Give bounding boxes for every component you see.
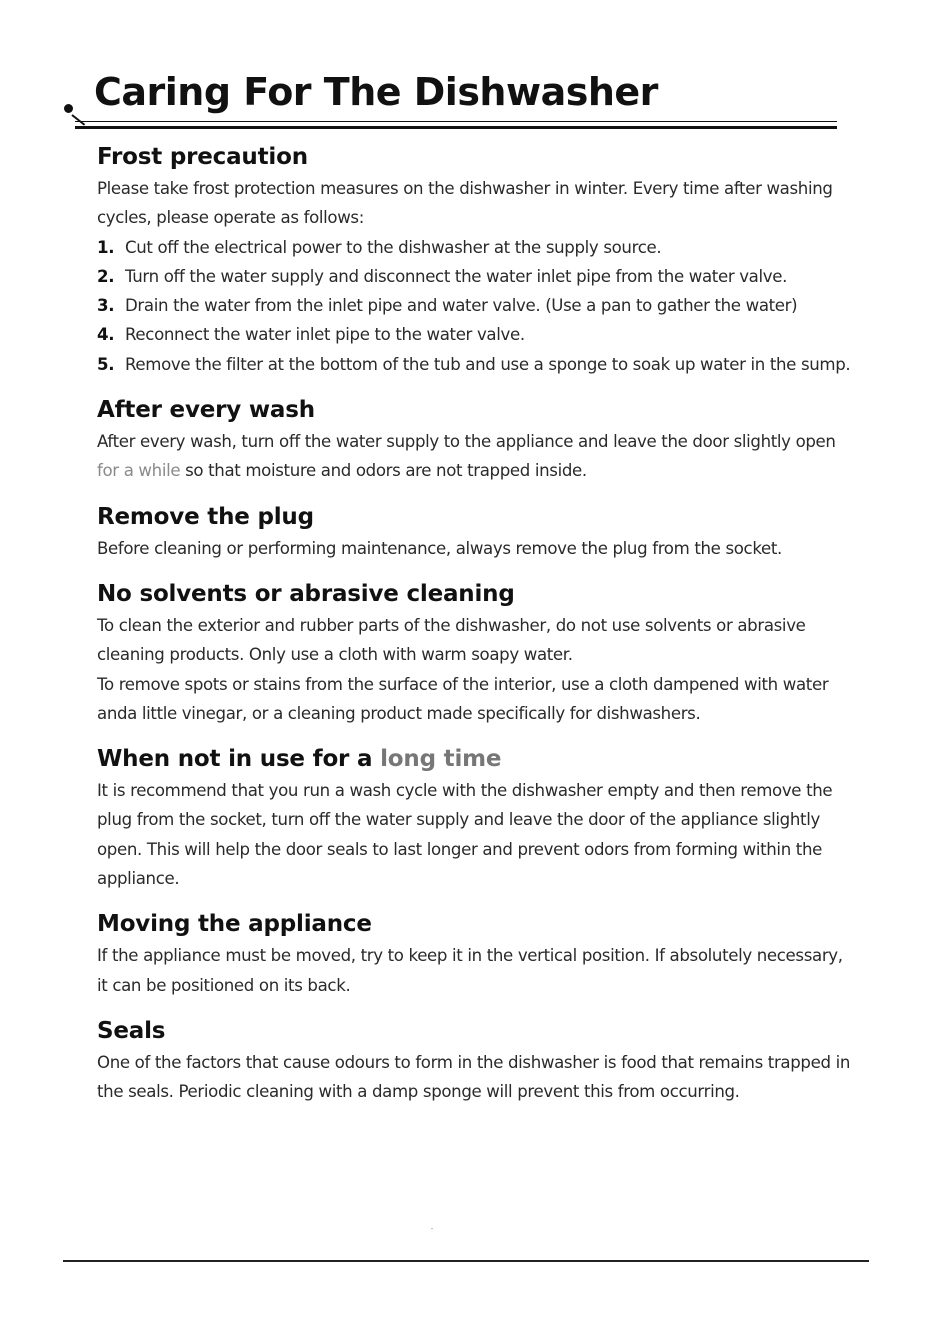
section-after-every-wash: [97, 393, 857, 486]
section-text: [97, 427, 857, 486]
section-text: One of the factors that cause odours to form in the dishwasher is food that remains trapped in the seals. Periodic cleaning with a damp sponge will prevent this from occurring.: [97, 1052, 851, 1102]
header-rule-thick: [75, 126, 837, 129]
step-number: 1.: [97, 237, 115, 257]
section-heading: Remove the plug: [97, 503, 314, 530]
section-not-in-use: [97, 742, 857, 893]
text-part: After every wash, turn off the water supply to the appliance and leave the door slightly open: [97, 432, 836, 452]
footer-rule: [63, 1260, 869, 1262]
text-part-muted: for a while: [97, 461, 181, 481]
section-text: If the appliance must be moved, try to keep it in the vertical position. If absolutely necessary, it can be positioned on its back.: [97, 946, 843, 995]
text-part: so that moisture and odors are not trapped inside.: [180, 461, 587, 481]
section-text: To remove spots or stains from the surface of the interior, use a cloth dampened with water anda little vinegar, or a cleaning product made specifically for dishwashers.: [97, 674, 829, 723]
main-content: [97, 140, 857, 1121]
section-text: To clean the exterior and rubber parts of the dishwasher, do not use solvents or abrasive cleaning products. Only use a cloth with warm soapy water.: [97, 615, 806, 665]
section-text: Before cleaning or performing maintenance, always remove the plug from the socket.: [97, 538, 782, 558]
heading-part-muted: long time: [380, 746, 502, 773]
list-item: [97, 320, 857, 349]
section-intro: Please take frost protection measures on the dishwasher in winter. Every time after washing cycles, please operate as follows:: [97, 179, 833, 228]
list-item: [97, 350, 857, 379]
step-text: Cut off the electrical power to the dishwasher at the supply source.: [125, 237, 662, 257]
page-title: Caring For The Dishwasher: [94, 70, 658, 114]
step-number: 2.: [97, 266, 115, 286]
title-bullet-icon: [64, 104, 73, 113]
header-rule-thin: [75, 121, 837, 122]
section-heading: [97, 742, 857, 776]
step-number: 5.: [97, 354, 115, 374]
section-remove-plug: [97, 500, 857, 563]
section-heading: After every wash: [97, 397, 315, 424]
section-heading: Seals: [97, 1017, 166, 1044]
section-heading: Moving the appliance: [97, 911, 372, 938]
stray-dot: [431, 1228, 433, 1229]
section-moving-appliance: [97, 907, 857, 1000]
steps-list: [97, 233, 857, 379]
list-item: [97, 262, 857, 291]
section-heading: No solvents or abrasive cleaning: [97, 580, 515, 607]
step-text: Reconnect the water inlet pipe to the water valve.: [125, 325, 525, 345]
title-underline-stroke: [71, 114, 85, 125]
list-item: [97, 291, 857, 320]
section-no-solvents: [97, 577, 857, 728]
step-number: 4.: [97, 325, 115, 345]
step-text: Turn off the water supply and disconnect the water inlet pipe from the water valve.: [125, 266, 788, 286]
list-item: [97, 233, 857, 262]
heading-part: When not in use for a: [97, 746, 381, 773]
section-frost-precaution: [97, 140, 857, 379]
section-text: It is recommend that you run a wash cycle with the dishwasher empty and then remove the plug from the socket, turn off the water supply and leave the door of the appliance slightly open. This will help the door seals to last longer and prevent odors from forming within the appliance.: [97, 781, 833, 889]
section-seals: [97, 1014, 857, 1107]
step-number: 3.: [97, 296, 115, 316]
step-text: Remove the filter at the bottom of the tub and use a sponge to soak up water in the sump.: [125, 354, 851, 374]
step-text: Drain the water from the inlet pipe and water valve. (Use a pan to gather the water): [125, 296, 798, 316]
section-heading: Frost precaution: [97, 144, 308, 170]
